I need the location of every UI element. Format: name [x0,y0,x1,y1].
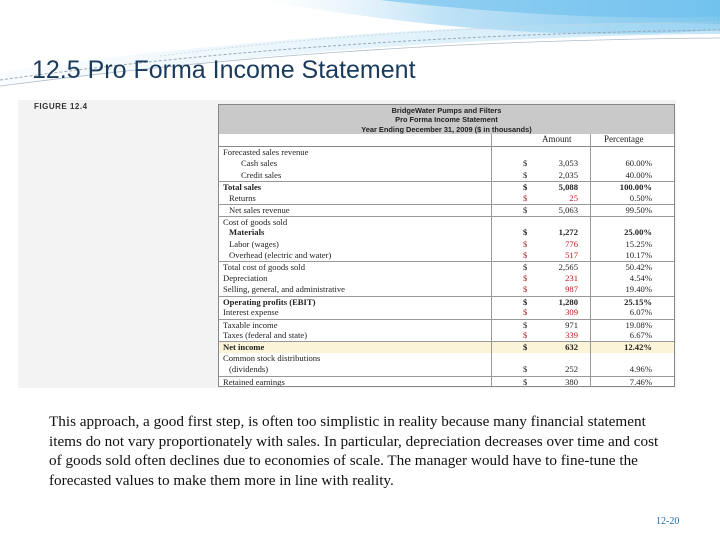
header-swoosh [0,0,720,100]
table-row [219,341,674,352]
table-row [219,193,674,204]
row-label: Selling, general, and administrative [223,284,345,295]
amount-value: 5,088 [558,182,578,193]
percentage-value: 50.42% [625,262,652,273]
percentage-value: 4.54% [629,272,652,283]
percentage-value: 12.42% [624,342,652,353]
row-label: Operating profits (EBIT) [223,296,316,307]
row-label: Cash sales [241,158,278,169]
percentage-value: 15.25% [625,238,652,249]
row-label: Forecasted sales revenue [223,147,309,157]
percentage-value: 19.40% [625,284,652,295]
amount-value: 1,280 [558,296,578,307]
column-divider [590,134,591,386]
table-title-company: BridgeWater Pumps and Filters [391,106,502,115]
currency-symbol: $ [523,249,528,260]
currency-symbol: $ [523,182,528,193]
amount-value: 339 [565,330,578,340]
column-header-percentage: Percentage [604,134,644,144]
amount-value: 3,053 [558,158,578,169]
amount-value: 2,565 [558,262,578,273]
table-row [219,353,674,364]
amount-value: 517 [565,249,578,260]
currency-symbol: $ [523,364,528,375]
currency-symbol: $ [523,296,528,307]
currency-symbol: $ [523,284,528,295]
income-statement-table [218,104,675,387]
row-label: Total sales [223,182,262,193]
row-label: Credit sales [241,169,282,180]
row-label: Depreciation [223,272,268,283]
page-number: 12-20 [656,516,680,527]
amount-value: 5,063 [558,205,578,216]
table-row [219,330,674,341]
currency-symbol: $ [523,169,528,180]
table-row [219,319,674,330]
currency-symbol: $ [523,342,528,353]
table-row [219,227,674,238]
row-label: Retained earnings [223,376,285,387]
currency-symbol: $ [523,307,528,318]
table-row [219,364,674,375]
percentage-value: 25.00% [624,227,652,238]
row-label: Net sales revenue [229,205,290,216]
currency-symbol: $ [523,262,528,273]
amount-value: 380 [565,376,578,387]
percentage-value: 60.00% [625,158,652,169]
row-label: Common stock distributions [223,352,321,363]
table-row [219,307,674,318]
table-title [219,105,674,134]
percentage-value: 6.07% [629,307,652,318]
amount-value: 2,035 [558,169,578,180]
currency-symbol: $ [523,238,528,249]
percentage-value: 0.50% [629,192,652,203]
currency-symbol: $ [523,330,528,340]
row-label: Interest expense [223,307,279,318]
table-row [219,239,674,250]
amount-value: 231 [565,272,578,283]
table-row [219,181,674,192]
slide-title: 12.5 Pro Forma Income Statement [32,56,416,84]
table-body [219,147,674,387]
table-row [219,158,674,169]
row-label: Taxable income [223,319,278,330]
amount-value: 776 [565,238,578,249]
currency-symbol: $ [523,376,528,387]
row-label: Labor (wages) [229,238,279,249]
amount-value: 1,272 [558,227,578,238]
percentage-value: 25.15% [624,296,652,307]
percentage-value: 19.08% [625,319,652,330]
row-label: Cost of goods sold [223,216,288,227]
table-row [219,204,674,215]
currency-symbol: $ [523,272,528,283]
row-label: Overhead (electric and water) [229,249,332,260]
figure-label: FIGURE 12.4 [34,102,88,111]
percentage-value: 10.17% [625,249,652,260]
table-row [219,284,674,295]
row-label: Taxes (federal and state) [223,330,308,340]
table-row [219,216,674,227]
table-row [219,261,674,272]
currency-symbol: $ [523,227,528,238]
amount-value: 309 [565,307,578,318]
row-label: Materials [229,227,265,238]
figure-panel [18,100,676,388]
amount-value: 971 [565,319,578,330]
row-label: (dividends) [229,364,269,375]
table-title-period: Year Ending December 31, 2009 ($ in thousands) [361,124,532,134]
row-label: Total cost of goods sold [223,262,305,273]
table-row [219,376,674,387]
percentage-value: 100.00% [619,182,652,193]
amount-value: 632 [565,342,578,353]
column-headers [219,134,674,147]
percentage-value: 99.50% [625,205,652,216]
percentage-value: 7.46% [629,376,652,387]
currency-symbol: $ [523,192,528,203]
percentage-value: 40.00% [625,169,652,180]
table-row [219,250,674,261]
currency-symbol: $ [523,158,528,169]
amount-value: 987 [565,284,578,295]
table-row [219,170,674,181]
table-row [219,147,674,158]
amount-value: 252 [565,364,578,375]
percentage-value: 4.96% [629,364,652,375]
amount-value: 25 [569,192,578,203]
table-row [219,273,674,284]
currency-symbol: $ [523,319,528,330]
column-divider [491,134,492,386]
percentage-value: 6.67% [629,330,652,340]
column-header-amount: Amount [542,134,572,144]
body-paragraph: This approach, a good first step, is often too simplistic in reality because many financial statement items do not vary proportionately with sales. In particular, depreciation decreases over time and cost of goods sold often declines due to economies of scale. The manager would have to fine-tune the forecasted values to make them more in line with reality. [49,413,659,489]
currency-symbol: $ [523,205,528,216]
table-row [219,296,674,307]
table-title-statement: Pro Forma Income Statement [395,115,498,125]
row-label: Net income [223,342,265,353]
swoosh-decoration [0,0,720,100]
row-label: Returns [229,192,256,203]
